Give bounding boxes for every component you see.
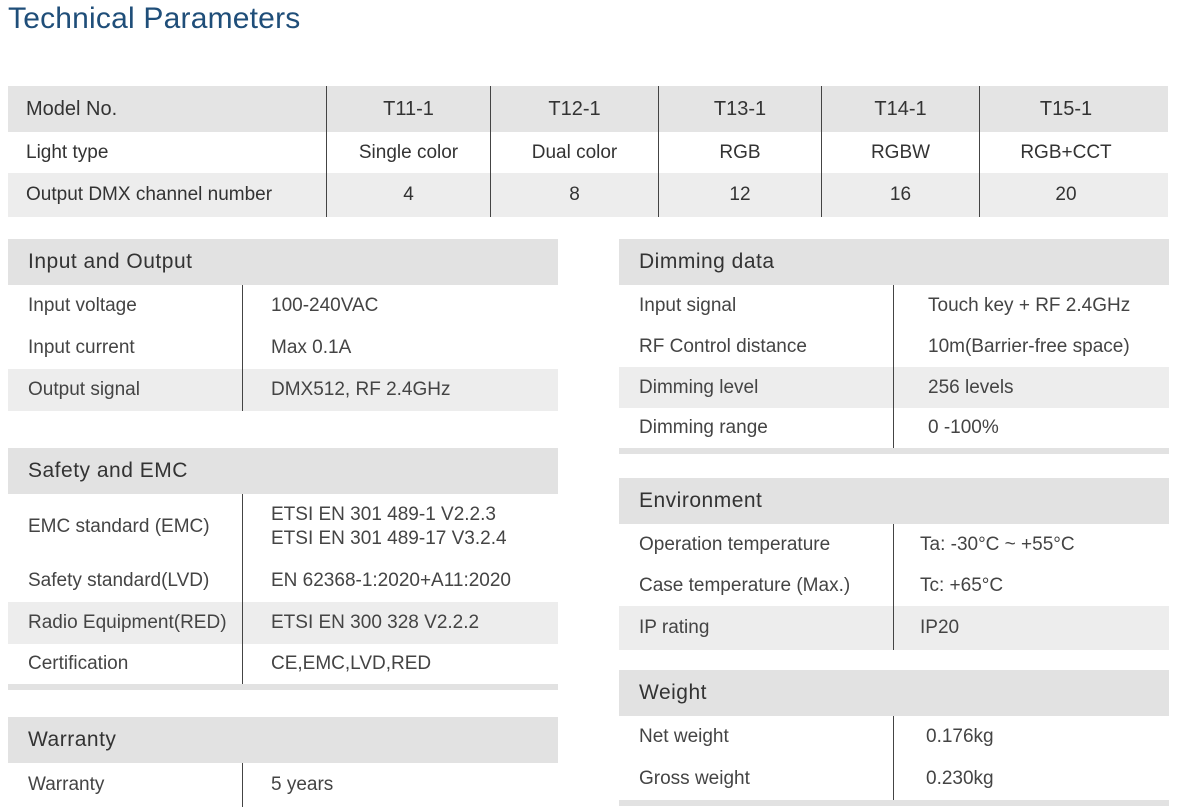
row-value: 256 levels (893, 367, 1169, 408)
row-label: Dimming level (639, 376, 759, 398)
row-value (242, 494, 558, 560)
row-label: Input voltage (28, 295, 137, 316)
section-divider (619, 448, 1169, 454)
row-value: EN 62368-1:2020+A11:2020 (242, 560, 558, 602)
table-row (8, 494, 558, 560)
row-value: Ta: -30°C ~ +55°C (893, 524, 1169, 566)
row-label: Warranty (28, 774, 105, 795)
section-title: Dimming data (619, 239, 1169, 285)
table-row (619, 327, 1169, 367)
model-table (8, 86, 1168, 217)
row-label: Operation temperature (639, 534, 831, 555)
table-cell: 8 (490, 173, 658, 217)
model-column-header: T13-1 (658, 86, 821, 132)
row-value: IP20 (893, 606, 1169, 650)
row-value: CE,EMC,LVD,RED (242, 644, 558, 684)
row-value: Tc: +65°C (893, 566, 1169, 606)
section-divider (619, 800, 1169, 806)
row-value: 0.176kg (893, 716, 1169, 758)
row-value-line: ETSI EN 301 489-1 V2.2.3 (271, 504, 496, 525)
table-row (8, 285, 558, 327)
table-row (8, 327, 558, 369)
table-cell: 12 (658, 173, 821, 217)
row-label: Input signal (639, 295, 737, 316)
table-row (8, 602, 558, 644)
row-value: ETSI EN 300 328 V2.2.2 (242, 602, 558, 644)
page-title: Technical Parameters (8, 2, 301, 35)
table-cell: RGBW (821, 132, 979, 173)
section-title: Safety and EMC (8, 448, 558, 494)
row-label: Dimming range (639, 417, 768, 438)
row-label: EMC standard (EMC) (28, 516, 210, 537)
row-value: 100-240VAC (242, 285, 558, 327)
row-value: DMX512, RF 2.4GHz (242, 369, 558, 411)
section-title: Environment (619, 478, 1169, 524)
row-value: Touch key + RF 2.4GHz (893, 285, 1169, 327)
table-row (619, 758, 1169, 800)
row-label: Safety standard(LVD) (28, 570, 210, 591)
row-label: Radio Equipment(RED) (28, 612, 227, 633)
row-label: Certification (28, 653, 129, 674)
safety-emc-section (8, 448, 558, 690)
row-label: Case temperature (Max.) (639, 575, 851, 596)
table-row (8, 763, 558, 807)
table-row (8, 560, 558, 602)
table-row (619, 408, 1169, 448)
model-column-header: T15-1 (979, 86, 1152, 132)
section-divider (8, 684, 558, 690)
table-row (619, 716, 1169, 758)
input-output-section (8, 239, 558, 411)
row-label: Output signal (28, 379, 140, 400)
row-label: IP rating (639, 617, 710, 638)
row-value: 10m(Barrier-free space) (893, 327, 1169, 367)
table-cell: RGB (658, 132, 821, 173)
table-row (619, 524, 1169, 566)
row-value: 5 years (242, 763, 558, 807)
dimming-data-section (619, 239, 1169, 454)
table-cell: 16 (821, 173, 979, 217)
row-value: 0 -100% (893, 408, 1169, 448)
table-cell: Single color (326, 132, 490, 173)
row-label: Input current (28, 337, 135, 358)
table-row (619, 285, 1169, 327)
model-header-row (8, 86, 1168, 132)
row-label: Output DMX channel number (26, 184, 273, 205)
row-label: RF Control distance (639, 336, 807, 357)
table-row (8, 173, 1168, 217)
table-row (619, 367, 1169, 408)
table-cell: 4 (326, 173, 490, 217)
table-cell: 20 (979, 173, 1152, 217)
section-title: Weight (619, 670, 1169, 716)
table-row (8, 132, 1168, 173)
row-label: Gross weight (639, 768, 750, 789)
table-row (8, 644, 558, 684)
model-header-label: Model No. (26, 97, 118, 120)
table-cell: RGB+CCT (979, 132, 1152, 173)
row-value: Max 0.1A (242, 327, 558, 369)
warranty-section (8, 717, 558, 807)
model-column-header: T11-1 (326, 86, 490, 132)
table-row (619, 566, 1169, 606)
environment-section (619, 478, 1169, 650)
table-row (619, 606, 1169, 650)
row-value-line: ETSI EN 301 489-17 V3.2.4 (271, 528, 507, 549)
row-label: Light type (26, 141, 109, 163)
table-row (8, 369, 558, 411)
table-cell: Dual color (490, 132, 658, 173)
model-column-header: T12-1 (490, 86, 658, 132)
model-column-header: T14-1 (821, 86, 979, 132)
row-label: Net weight (639, 726, 729, 747)
weight-section (619, 670, 1169, 806)
section-title: Warranty (8, 717, 558, 763)
row-value: 0.230kg (893, 758, 1169, 800)
section-title: Input and Output (8, 239, 558, 285)
